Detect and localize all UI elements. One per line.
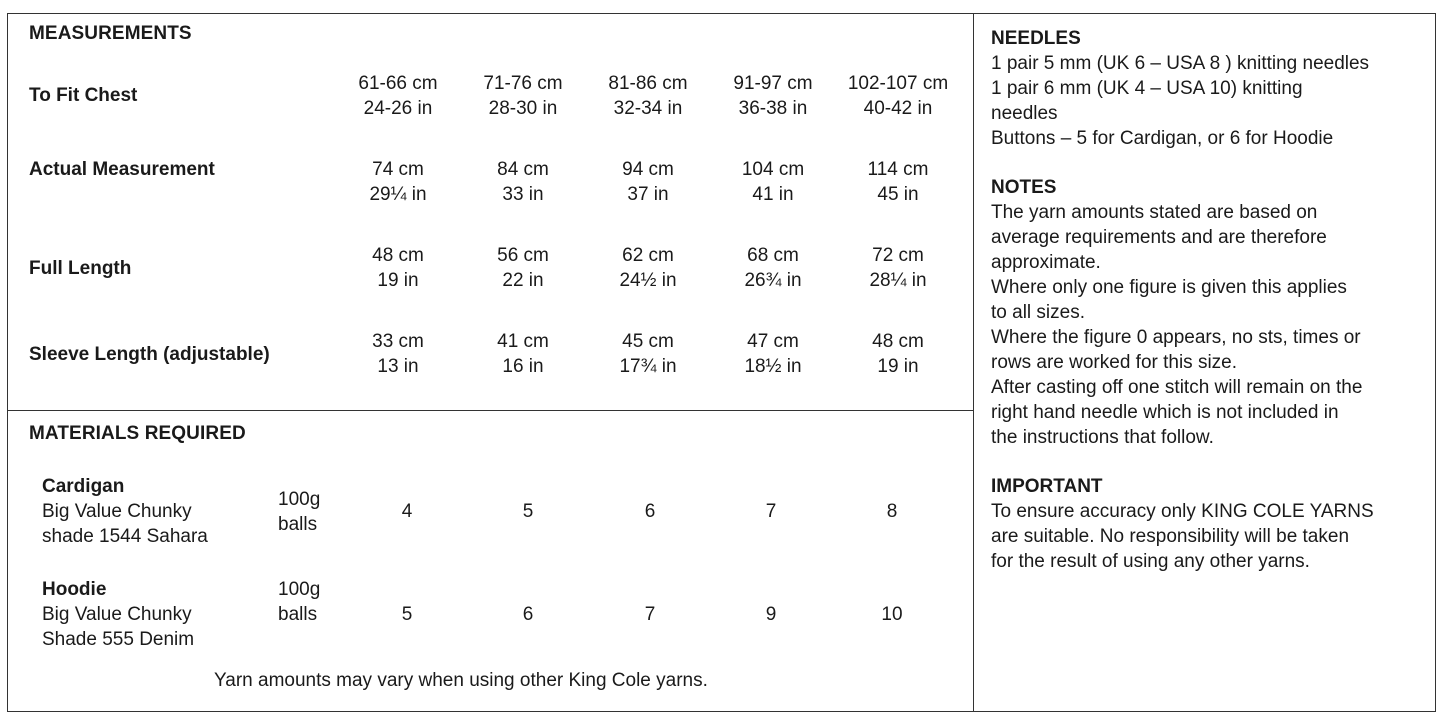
materials-heading: MATERIALS REQUIRED xyxy=(29,423,246,444)
needles-line: Buttons – 5 for Cardigan, or 6 for Hoodie xyxy=(991,128,1334,149)
measure-cell: 68 cm 26¾ in xyxy=(744,245,802,291)
measure-cell: 33 cm 13 in xyxy=(372,331,424,377)
measure-cell: 71-76 cm 28-30 in xyxy=(483,73,563,119)
notes-line: Where only one figure is given this applies xyxy=(991,277,1347,298)
row-label-chest: To Fit Chest xyxy=(29,85,138,106)
ball-count: 8 xyxy=(886,501,898,522)
notes-line: rows are worked for this size. xyxy=(991,352,1238,373)
notes-line: average requirements and are therefore xyxy=(991,227,1327,248)
row-label-sleeve: Sleeve Length (adjustable) xyxy=(29,344,270,365)
needles-heading: NEEDLES xyxy=(991,28,1081,49)
important-line: To ensure accuracy only KING COLE YARNS xyxy=(991,501,1374,522)
column-divider xyxy=(973,13,974,712)
ball-count: 7 xyxy=(644,604,656,625)
measure-cell: 94 cm 37 in xyxy=(622,159,674,205)
needles-line: needles xyxy=(991,103,1058,124)
measure-cell: 48 cm 19 in xyxy=(372,245,424,291)
ball-count: 5 xyxy=(522,501,534,522)
measure-cell: 61-66 cm 24-26 in xyxy=(358,73,438,119)
important-line: for the result of using any other yarns. xyxy=(991,551,1310,572)
measure-cell: 102-107 cm 40-42 in xyxy=(847,73,949,119)
material-unit: 100g balls xyxy=(278,489,321,535)
measure-cell: 74 cm 29¼ in xyxy=(369,159,427,205)
important-heading: IMPORTANT xyxy=(991,476,1103,497)
notes-line: approximate. xyxy=(991,252,1101,273)
notes-line: right hand needle which is not included in xyxy=(991,402,1339,423)
ball-count: 5 xyxy=(401,604,413,625)
measure-cell: 62 cm 24½ in xyxy=(619,245,677,291)
needles-line: 1 pair 6 mm (UK 4 – USA 10) knitting xyxy=(991,78,1303,99)
notes-line: to all sizes. xyxy=(991,302,1085,323)
measure-cell: 81-86 cm 32-34 in xyxy=(608,73,688,119)
needles-line: 1 pair 5 mm (UK 6 – USA 8 ) knitting needles xyxy=(991,53,1370,74)
material-hoodie xyxy=(42,577,194,652)
material-name: Cardigan xyxy=(42,476,125,497)
material-cardigan xyxy=(42,474,208,549)
material-yarn: Big Value Chunky xyxy=(42,604,192,625)
notes-line: Where the figure 0 appears, no sts, times or xyxy=(991,327,1361,348)
important-line: are suitable. No responsibility will be taken xyxy=(991,526,1350,547)
right-column xyxy=(991,26,1431,574)
measure-cell: 45 cm 17¾ in xyxy=(619,331,677,377)
measure-cell: 114 cm 45 in xyxy=(867,159,929,205)
ball-count: 10 xyxy=(881,604,903,625)
measure-cell: 56 cm 22 in xyxy=(497,245,549,291)
row-label-actual: Actual Measurement xyxy=(29,159,215,180)
ball-count: 9 xyxy=(765,604,777,625)
material-name: Hoodie xyxy=(42,579,107,600)
ball-count: 6 xyxy=(522,604,534,625)
yarn-footnote: Yarn amounts may vary when using other King Cole yarns. xyxy=(214,670,708,691)
row-label-length: Full Length xyxy=(29,258,132,279)
measure-cell: 48 cm 19 in xyxy=(872,331,924,377)
material-unit: 100g balls xyxy=(278,579,321,625)
material-yarn: Big Value Chunky xyxy=(42,501,192,522)
measure-cell: 41 cm 16 in xyxy=(497,331,549,377)
measure-cell: 91-97 cm 36-38 in xyxy=(733,73,813,119)
section-divider xyxy=(7,410,974,411)
ball-count: 7 xyxy=(765,501,777,522)
material-shade: Shade 555 Denim xyxy=(42,629,195,650)
measurements-heading: MEASUREMENTS xyxy=(29,23,192,44)
material-shade: shade 1544 Sahara xyxy=(42,526,208,547)
ball-count: 4 xyxy=(401,501,413,522)
notes-line: The yarn amounts stated are based on xyxy=(991,202,1318,223)
notes-line: the instructions that follow. xyxy=(991,427,1214,448)
measure-cell: 104 cm 41 in xyxy=(741,159,805,205)
measure-cell: 84 cm 33 in xyxy=(497,159,549,205)
ball-count: 6 xyxy=(644,501,656,522)
notes-line: After casting off one stitch will remain on the xyxy=(991,377,1363,398)
measure-cell: 47 cm 18½ in xyxy=(744,331,802,377)
notes-heading: NOTES xyxy=(991,177,1057,198)
measure-cell: 72 cm 28¼ in xyxy=(869,245,927,291)
